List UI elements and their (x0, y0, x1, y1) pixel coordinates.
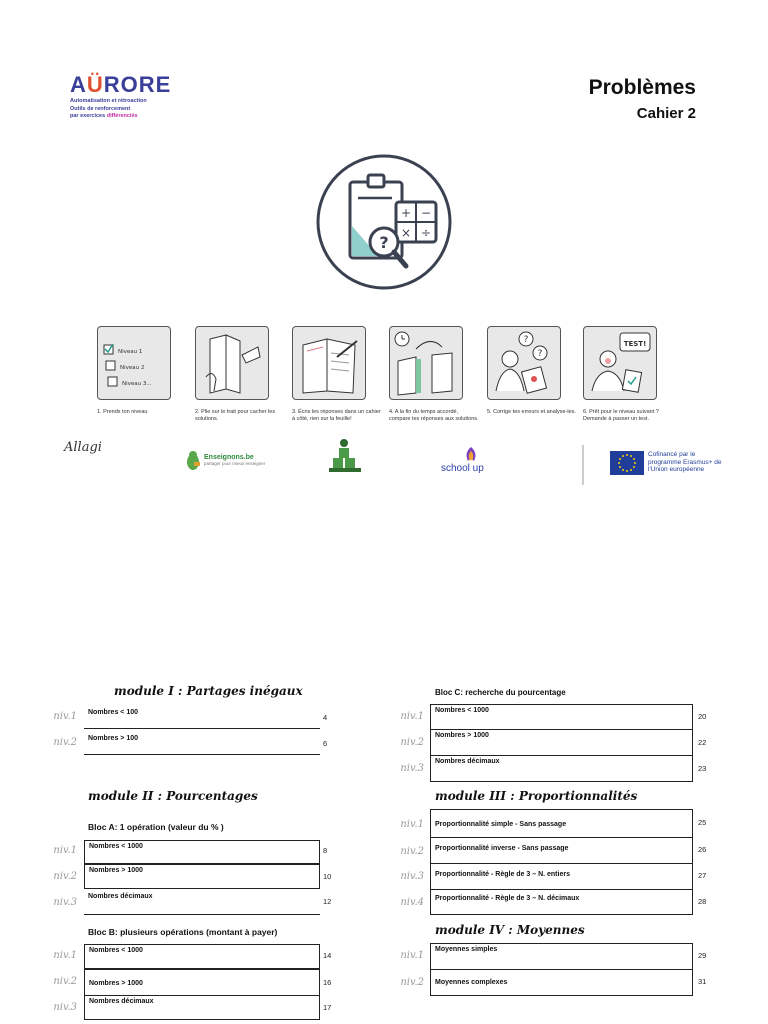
svg-text:?: ? (523, 335, 529, 345)
allagi-logo: Allagi (64, 440, 102, 455)
logo-subtagline: Outils de renforcement par exercices différenciés (70, 106, 138, 119)
toc-row: Nombres > 1000 (84, 864, 320, 889)
level-2-label: Niveau 2 (120, 365, 145, 371)
page-number: 4 (323, 713, 328, 722)
page-number: 25 (698, 818, 707, 827)
module-4-title: module IV : Moyennes (435, 923, 585, 937)
page-number: 12 (323, 897, 332, 906)
level-label: niv.2 (53, 737, 77, 748)
svg-text:−: − (420, 206, 432, 220)
page-number: 22 (698, 738, 707, 747)
toc-row: Nombres > 1000 (84, 969, 320, 996)
divider (582, 445, 584, 485)
step-3 (292, 326, 388, 422)
level-label: niv.3 (53, 897, 77, 908)
toc-row: Nombres < 1000 (430, 704, 693, 730)
toc-row: Nombres décimaux (84, 996, 320, 1020)
page-number: 31 (698, 977, 707, 986)
level-label: niv.3 (400, 763, 424, 774)
step-caption: 2. Plie sur le trait pour cacher les solutions. (195, 409, 276, 422)
toc-row: Nombres > 100 (84, 733, 320, 755)
dino-icon (184, 450, 202, 472)
step-4 (389, 326, 485, 422)
correct-errors-icon (487, 326, 561, 400)
bloc-b-title: Bloc B: plusieurs opérations (montant à payer) (88, 927, 278, 937)
level-label: niv.2 (53, 871, 77, 882)
svg-text:×: × (400, 226, 412, 240)
page-number: 16 (323, 978, 332, 987)
step-caption: 4. A la fin du temps accordé, compare tes réponses aux solutions. (389, 409, 479, 422)
step-caption: 6. Prêt pour le niveau suivant ? Demande à passer un test. (583, 409, 659, 422)
page-number: 8 (323, 846, 328, 855)
step-6 (583, 326, 679, 422)
step-caption: 5. Corrige tes erreurs et analyse-les. (487, 409, 576, 415)
bloc-a-title: Bloc A: 1 opération (valeur du % ) (88, 822, 224, 832)
level-label: niv.1 (53, 950, 77, 961)
logo-tagline: Automatisation et rétroaction (70, 98, 147, 104)
step-5 (487, 326, 583, 416)
bloc-c-title: Bloc C: recherche du pourcentage (435, 688, 566, 697)
page-number: 10 (323, 872, 332, 881)
test-bubble-icon (583, 326, 657, 400)
page-number: 26 (698, 845, 707, 854)
level-label: niv.4 (400, 897, 424, 908)
level-label: niv.3 (53, 1002, 77, 1013)
module-1-title: module I : Partages inégaux (114, 684, 303, 698)
page-subtitle: Cahier 2 (636, 105, 696, 122)
enseignons-tagline: partager pour mieux enseigner (204, 461, 266, 466)
toc-row: Nombres > 1000 (430, 730, 693, 756)
toc-row: Proportionnalité - Règle de 3 – N. décimaux (430, 890, 693, 915)
step-2 (195, 326, 291, 422)
page-number: 29 (698, 951, 707, 960)
toc-row: Moyennes simples (430, 943, 693, 970)
level-label: niv.3 (400, 871, 424, 882)
schoolup-logo: school up (441, 463, 484, 474)
test-bubble-label: TEST! (623, 340, 647, 348)
level-label: niv.1 (400, 950, 424, 961)
svg-text:÷: ÷ (420, 226, 432, 240)
module-2-title: module II : Pourcentages (88, 789, 258, 803)
page-number: 17 (323, 1003, 332, 1012)
abc-blocks-logo (327, 438, 365, 476)
level-label: niv.2 (400, 977, 424, 988)
toc-row: Nombres < 100 (84, 707, 320, 729)
level-label: niv.2 (400, 737, 424, 748)
step-1 (97, 326, 193, 416)
level-label: niv.1 (53, 845, 77, 856)
clipboard-calculator-icon (312, 150, 456, 294)
compare-clock-icon (389, 326, 463, 400)
write-notebook-icon (292, 326, 366, 400)
toc-row: Proportionnalité - Règle de 3 – N. entiers (430, 864, 693, 890)
fold-page-icon (195, 326, 269, 400)
step-caption: 3. Écris les réponses dans un cahier à côté, rien sur la feuille! (292, 409, 381, 422)
module-3-title: module III : Proportionnalités (435, 789, 638, 803)
toc-row: Proportionnalité inverse - Sans passage (430, 838, 693, 864)
svg-text:?: ? (537, 349, 543, 359)
page-number: 20 (698, 712, 707, 721)
page-number: 28 (698, 897, 707, 906)
level-1-label: Niveau 1 (118, 349, 143, 355)
level-label: niv.1 (53, 711, 77, 722)
level-label: niv.1 (400, 819, 424, 830)
page-number: 6 (323, 739, 328, 748)
page-title: Problèmes (588, 76, 696, 99)
enseignons-name: Enseignons.be (204, 454, 254, 461)
level-label: niv.1 (400, 711, 424, 722)
erasmus-text: Cofinancé par le programme Erasmus+ de l'Union européenne (648, 451, 722, 473)
page-number: 14 (323, 951, 332, 960)
toc-row: Nombres < 1000 (84, 840, 320, 864)
page-number: 23 (698, 764, 707, 773)
page-number: 27 (698, 871, 707, 880)
toc-row: Moyennes complexes (430, 970, 693, 996)
step-caption: 1. Prends ton niveau (97, 409, 148, 415)
level-label: niv.2 (400, 846, 424, 857)
aurore-logo: AÜRORE (70, 72, 172, 97)
svg-text:+: + (400, 206, 412, 220)
svg-text:?: ? (379, 233, 389, 252)
toc-row: Proportionnalité simple - Sans passage (430, 809, 693, 838)
level-3-label: Niveau 3... (122, 381, 152, 387)
toc-row: Nombres décimaux (84, 891, 320, 915)
levels-checklist-icon (97, 326, 171, 400)
level-label: niv.2 (53, 976, 77, 987)
toc-row: Nombres décimaux (430, 756, 693, 782)
toc-row: Nombres < 1000 (84, 944, 320, 969)
eu-flag-icon (610, 451, 644, 475)
